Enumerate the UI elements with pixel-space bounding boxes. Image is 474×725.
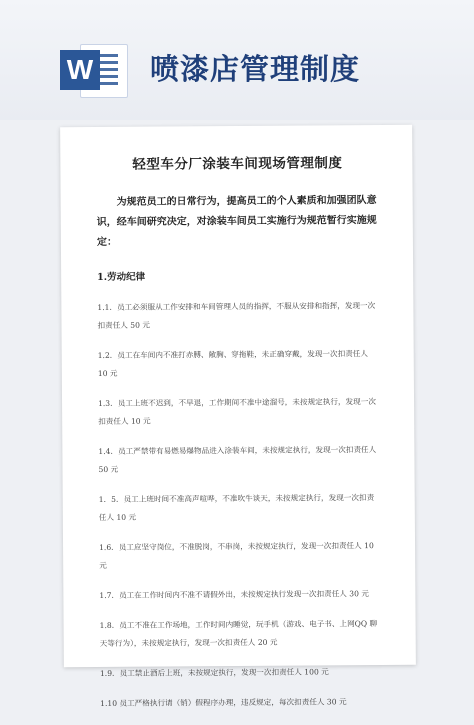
banner-title: 喷漆店管理制度: [150, 52, 361, 86]
rule-item: 1.7．员工在工作时间内不准不请假外出，未按规定执行发现一次扣责任人 30 元: [99, 589, 369, 600]
rule-item: 1.1．员工必须服从工作安排和车间管理人员的指挥，不服从安排和指挥，发现一次扣责任人 50 元: [97, 301, 376, 330]
document-page: [60, 125, 416, 708]
section-heading: 1.劳动纪律: [97, 271, 146, 283]
rule-item: 1.10 员工严格执行请（销）假程序办理，违反规定，每次扣责任人 30 元: [100, 697, 347, 708]
rule-item: 1.4．员工严禁带有易燃易爆物品进入涂装车间，未按规定执行，发现一次扣责任人 50 元: [98, 445, 377, 474]
rule-item: 1.6．员工应坚守岗位，不准脱岗，不串岗，未按规定执行，发现一次扣责任人 10 元: [99, 541, 374, 570]
document-title: 轻型车分厂涂装车间现场管理制度: [132, 155, 343, 173]
intro-paragraph: 为规范员工的日常行为，提高员工的个人素质和加强团队意识，经车间研究决定，对涂装车间员工实施行为规范暂行实施规定：: [96, 195, 377, 248]
rule-item: 1．5．员工上班时间不准高声喧哗，不准吹牛谈天，未按规定执行，发现一次扣责任人 10 元: [98, 493, 375, 522]
rule-item: 1.3．员工上班不迟到，不早退，工作期间不准中途溜号，未按规定执行，发现一次扣责任人 10 元: [98, 397, 376, 426]
rule-item: 1.2．员工在车间内不准打赤膊、敞胸、穿拖鞋，未正确穿戴，发现一次扣责任人 10 元: [97, 349, 369, 378]
rule-item: 1.8．员工不准在工作场地，工作时间内睡觉，玩手机（游戏、电子书、上网QQ 聊天等行为），未按规定执行，发现一次扣责任人 20 元: [99, 619, 378, 648]
word-document-icon: [58, 40, 128, 98]
document-content: [96, 151, 382, 725]
header-banner: [0, 0, 474, 120]
rule-item: 1.9．员工禁止酒后上班，未按规定执行，发现一次扣责任人 100 元: [99, 667, 329, 678]
word-logo-icon: W: [60, 50, 100, 90]
